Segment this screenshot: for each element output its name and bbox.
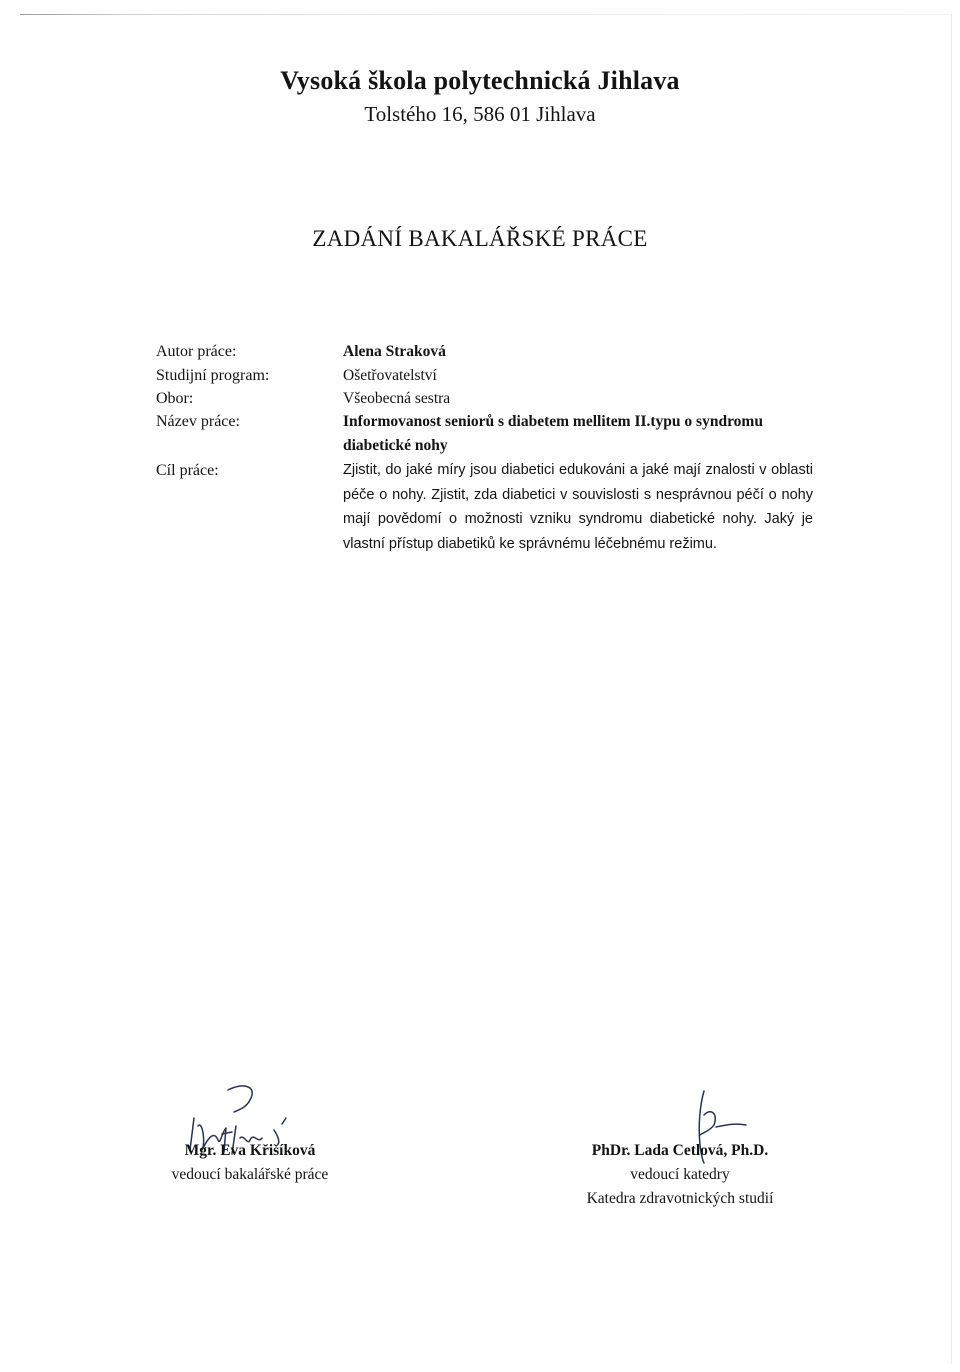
field-label: Obor: — [156, 390, 194, 407]
program-label: Studijní program: — [156, 367, 270, 384]
goal-label: Cíl práce: — [156, 462, 219, 479]
supervisor-name: Mgr. Eva Křišíková — [184, 1142, 316, 1159]
thesis-title-line1: Informovanost seniorů s diabetem mellitem II.typu o syndromu — [343, 413, 763, 430]
thesis-title-label: Název práce: — [156, 413, 240, 430]
author-label: Autor práce: — [156, 343, 237, 360]
scan-edge-artifact — [20, 14, 950, 15]
school-name: Vysoká škola polytechnická Jihlava — [280, 66, 680, 95]
school-address: Tolstého 16, 586 01 Jihlava — [364, 102, 596, 126]
program-value: Ošetřovatelství — [343, 367, 437, 384]
scan-edge-artifact-right — [951, 14, 952, 1364]
document-title: ZADÁNÍ BAKALÁŘSKÉ PRÁCE — [312, 226, 648, 251]
head-role: vedoucí katedry — [630, 1166, 730, 1183]
field-value: Všeobecná sestra — [343, 390, 451, 407]
author-value: Alena Straková — [343, 343, 446, 360]
goal-value: Zjistit, do jaké míry jsou diabetici edukováni a jaké mají znalosti v oblasti péče o nohy. Zjistit, zda diabetici v souvislosti s nesprávnou péčí o nohy mají povědomí o možnosti vzniku syndromu diabetické nohy. Jaký je vlastní přístup diabetiků ke správnému léčebnému režimu. — [343, 462, 813, 552]
head-department: Katedra zdravotnických studií — [586, 1190, 774, 1207]
supervisor-role: vedoucí bakalářské práce — [171, 1166, 329, 1183]
thesis-title-line2: diabetické nohy — [343, 437, 448, 454]
head-name: PhDr. Lada Cetlová, Ph.D. — [591, 1142, 769, 1159]
